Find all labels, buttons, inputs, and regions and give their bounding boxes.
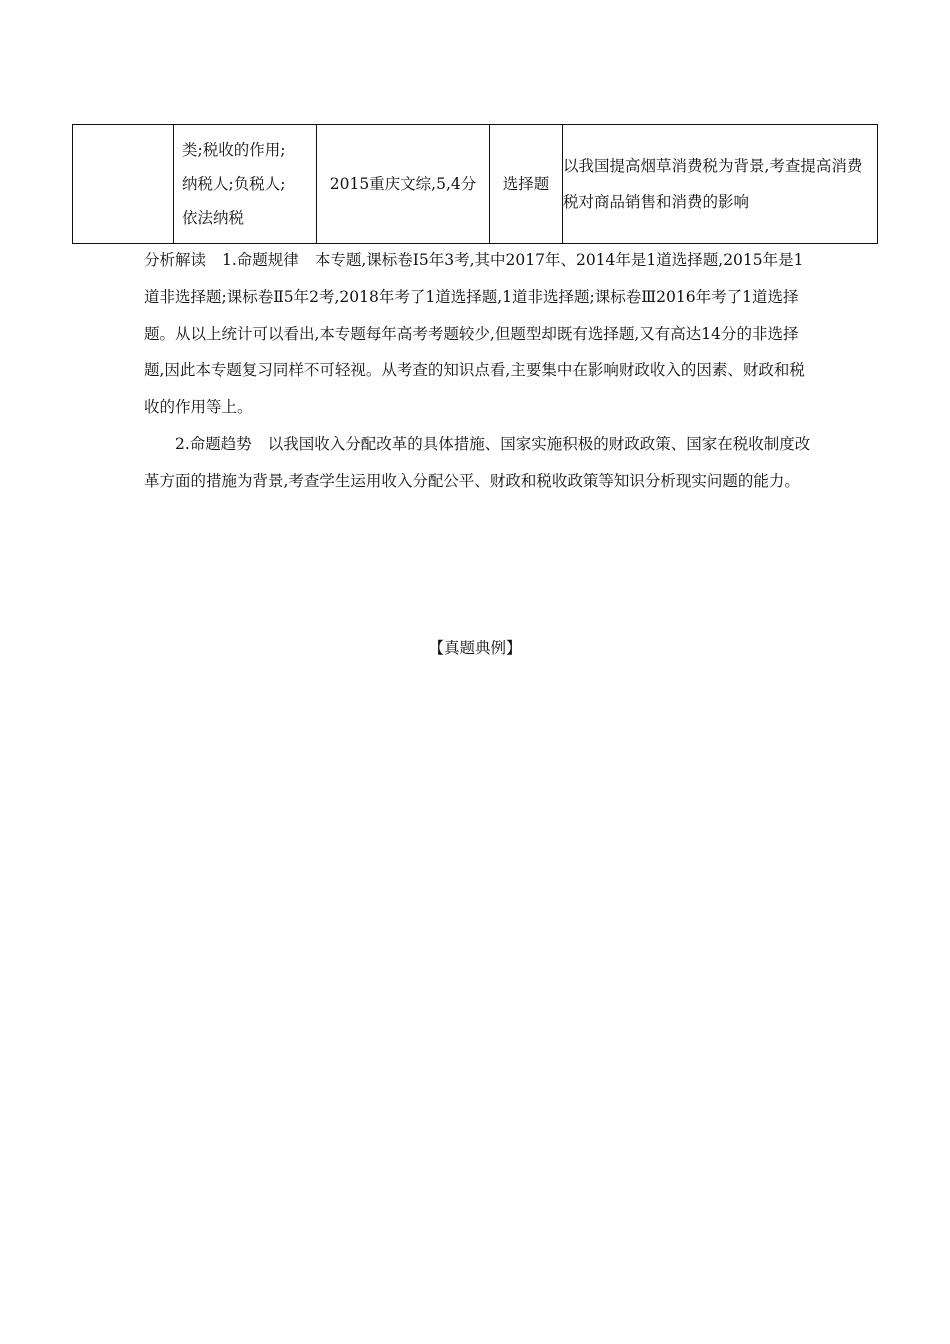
trend-heading: 2.命题趋势 [175, 434, 252, 453]
trend-text: 以我国收入分配改革的具体措施、国家实施积极的财政政策、国家在税收制度改革方面的措施为背景,考查学生运用收入分配公平、财政和税收政策等知识分析现实问题的能力。 [144, 434, 811, 490]
table-cell-topic [73, 125, 174, 244]
rule-text: 本专题,课标卷Ⅰ5年3考,其中2017年、2014年是1道选择题,2015年是1道非选择题;课标卷Ⅱ5年2考,2018年考了1道选择题,1道非选择题;课标卷Ⅲ2016年考了1道选择题。从以上统计可以看出,本专题每年高考考题较少,但题型却既有选择题,又有高达14分的非选择题,因此本专题复习同样不可轻视。从考查的知识点看,主要集中在影响财政收入的因素、财政和税收的作用等上。 [144, 251, 805, 417]
analysis-label: 分析解读 [144, 251, 207, 269]
table-cell-knowledge-points [174, 125, 317, 244]
analysis-trend-paragraph [144, 426, 814, 500]
knowledge-point-line: 类;税收的作用; [182, 141, 286, 159]
knowledge-point-line: 依法纳税 [182, 209, 245, 227]
analysis-section [144, 242, 814, 500]
table-row [73, 125, 878, 244]
table-cell-background: 以我国提高烟草消费税为背景,考查提高消费税对商品销售和消费的影响 [563, 125, 878, 244]
knowledge-point-line: 纳税人;负税人; [182, 175, 286, 193]
table-cell-source: 2015重庆文综,5,4分 [317, 125, 490, 244]
section-title: 【真题典例】 [428, 639, 522, 657]
rule-heading: 1.命题规律 [222, 251, 299, 269]
table-cell-question-type: 选择题 [490, 125, 563, 244]
analysis-rule-paragraph [144, 242, 814, 426]
exam-summary-table [72, 124, 878, 244]
